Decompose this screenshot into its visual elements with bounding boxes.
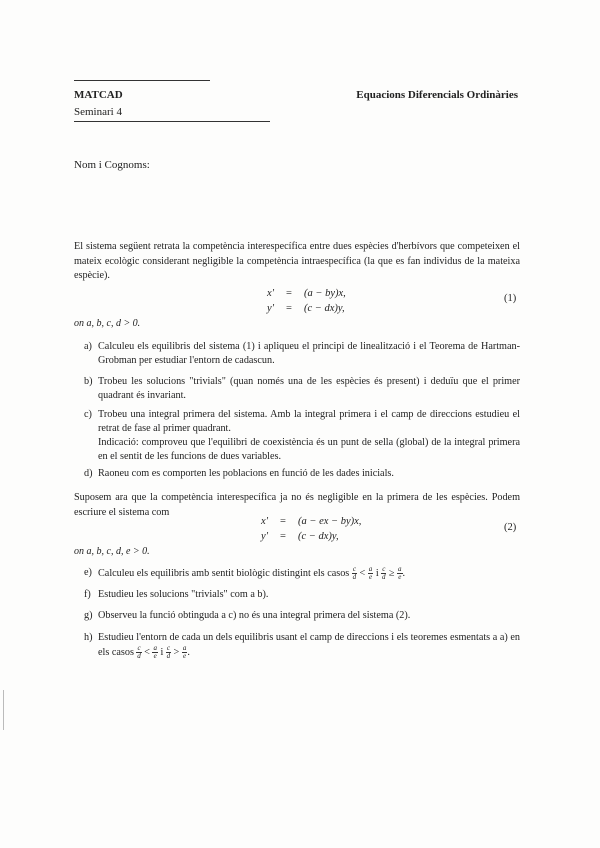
header-bottom-rule xyxy=(74,121,270,122)
equation-operator: = xyxy=(286,303,292,314)
fraction-numerator: c xyxy=(352,565,356,573)
fraction-denominator: e xyxy=(153,652,157,660)
equation-operator: = xyxy=(286,288,292,299)
relation-symbol: < xyxy=(359,567,366,579)
exercise-item-g xyxy=(84,609,520,623)
fraction xyxy=(352,566,357,581)
parameter-condition: on a, b, c, d, e > 0. xyxy=(74,546,150,557)
item-label: h) xyxy=(84,632,93,643)
fraction xyxy=(152,645,158,660)
item-label: e) xyxy=(84,567,92,578)
fraction-numerator: a xyxy=(398,565,402,573)
fraction-denominator: e xyxy=(398,573,402,581)
exercise-item-d xyxy=(84,467,520,481)
fraction-denominator: d xyxy=(352,573,357,581)
fraction-numerator: a xyxy=(182,644,187,652)
item-text xyxy=(98,631,520,660)
relation-symbol: < xyxy=(144,646,150,658)
item-label: a) xyxy=(84,341,92,352)
relation-symbol: ≥ xyxy=(388,567,395,579)
conjunction: i xyxy=(160,646,164,658)
exercise-item-f xyxy=(84,588,520,602)
item-text: Trobeu les solucions "trivials" (quan només una de les espècies és present) i deduïu que el primer quadrant és invariant. xyxy=(98,376,520,401)
equation-lhs: x′ xyxy=(261,516,268,527)
fraction-numerator: a xyxy=(153,644,157,652)
second-intro-paragraph: Suposem ara que la competència interespecífica ja no és negligible en la primera de les espècies. Podem escriure el sistema com xyxy=(74,492,520,518)
fraction-numerator: c xyxy=(166,644,170,652)
header-top-rule xyxy=(74,80,210,81)
course-title: MATCAD xyxy=(74,89,123,101)
fraction-denominator: e xyxy=(368,573,373,581)
fraction-numerator: c xyxy=(137,644,141,652)
intro-paragraph: El sistema següent retrata la competència interespecífica entre dues espècies d'herbívors que competeixen el mateix ecològic considerant negligible la competència intraespecífica (la que es fan individus de la mateixa espècie). xyxy=(74,241,520,281)
item-text: Calculeu els equilibris del sistema (1) i apliqueu el principi de linealització i el Teorema de Hartman-Grobman per estudiar l'entorn de cadascun. xyxy=(98,341,520,366)
fraction-denominator: d xyxy=(382,573,386,581)
relation-symbol: > xyxy=(173,646,180,658)
exercise-item-a xyxy=(84,340,520,368)
conjunction: i xyxy=(375,567,379,579)
equation-row xyxy=(256,286,346,301)
fraction-numerator: a xyxy=(368,565,373,573)
equation-number: (2) xyxy=(504,522,517,533)
equation-lhs: x′ xyxy=(267,288,274,299)
item-hint: Indicació: comproveu que l'equilibri de coexistència és un punt de sella (global) de la integral primera en el sentit de les funcions de dues variables. xyxy=(98,437,520,462)
item-text-part: . xyxy=(187,646,190,658)
equation-row xyxy=(250,529,361,544)
equation-row xyxy=(256,301,346,316)
equation-lhs: y′ xyxy=(267,303,274,314)
fraction-numerator: c xyxy=(382,565,386,573)
item-text: Estudieu les solucions "trivials" com a b). xyxy=(98,589,269,600)
item-label: d) xyxy=(84,468,93,479)
name-field-label: Nom i Cognoms: xyxy=(74,159,150,171)
fraction xyxy=(381,566,386,581)
item-text: Trobeu una integral primera del sistema. Amb la integral primera i el camp de direccions estudieu el retrat de fase al primer quadrant. xyxy=(98,409,520,434)
exercise-item-c xyxy=(84,408,520,464)
fraction-denominator: d xyxy=(166,652,171,660)
system-2 xyxy=(250,514,361,544)
item-text-part: Estudieu l'entorn de cada un dels equilibris usant el camp de direccions i els teoremes esmentats a a) en els casos xyxy=(98,632,520,658)
fraction xyxy=(136,645,141,660)
item-text-part: Calculeu els equilibris amb sentit biològic distingint els casos xyxy=(98,567,350,579)
item-text: Raoneu com es comporten les poblacions en funció de les dades inicials. xyxy=(98,468,394,479)
equation-rhs: (a − ex − by)x, xyxy=(298,516,362,527)
exercise-item-h xyxy=(84,631,520,660)
seminar-label: Seminari 4 xyxy=(74,106,122,118)
equation-operator: = xyxy=(280,531,286,542)
fraction-denominator: d xyxy=(137,652,141,660)
subject-title: Equacions Diferencials Ordinàries xyxy=(356,89,518,101)
fraction xyxy=(166,645,171,660)
item-text xyxy=(98,566,520,581)
item-text-part: . xyxy=(402,567,406,579)
fraction-denominator: e xyxy=(183,652,187,660)
equation-number: (1) xyxy=(504,293,517,304)
item-label: f) xyxy=(84,589,91,600)
equation-rhs: (c − dx)y, xyxy=(304,303,345,314)
exercise-item-b xyxy=(84,375,520,403)
equation-rhs: (c − dx)y, xyxy=(298,531,339,542)
fraction xyxy=(368,566,374,581)
system-1 xyxy=(256,286,346,316)
item-text: Observeu la funció obtinguda a c) no és una integral primera del sistema (2). xyxy=(98,610,411,621)
exercise-item-e xyxy=(84,566,520,581)
scan-margin-mark xyxy=(3,690,4,730)
equation-row xyxy=(250,514,361,529)
item-label: c) xyxy=(84,409,92,420)
equation-lhs: y′ xyxy=(261,531,268,542)
equation-operator: = xyxy=(280,516,286,527)
item-label: b) xyxy=(84,376,93,387)
equation-rhs: (a − by)x, xyxy=(304,288,346,299)
item-label: g) xyxy=(84,610,93,621)
parameter-condition: on a, b, c, d > 0. xyxy=(74,318,141,329)
